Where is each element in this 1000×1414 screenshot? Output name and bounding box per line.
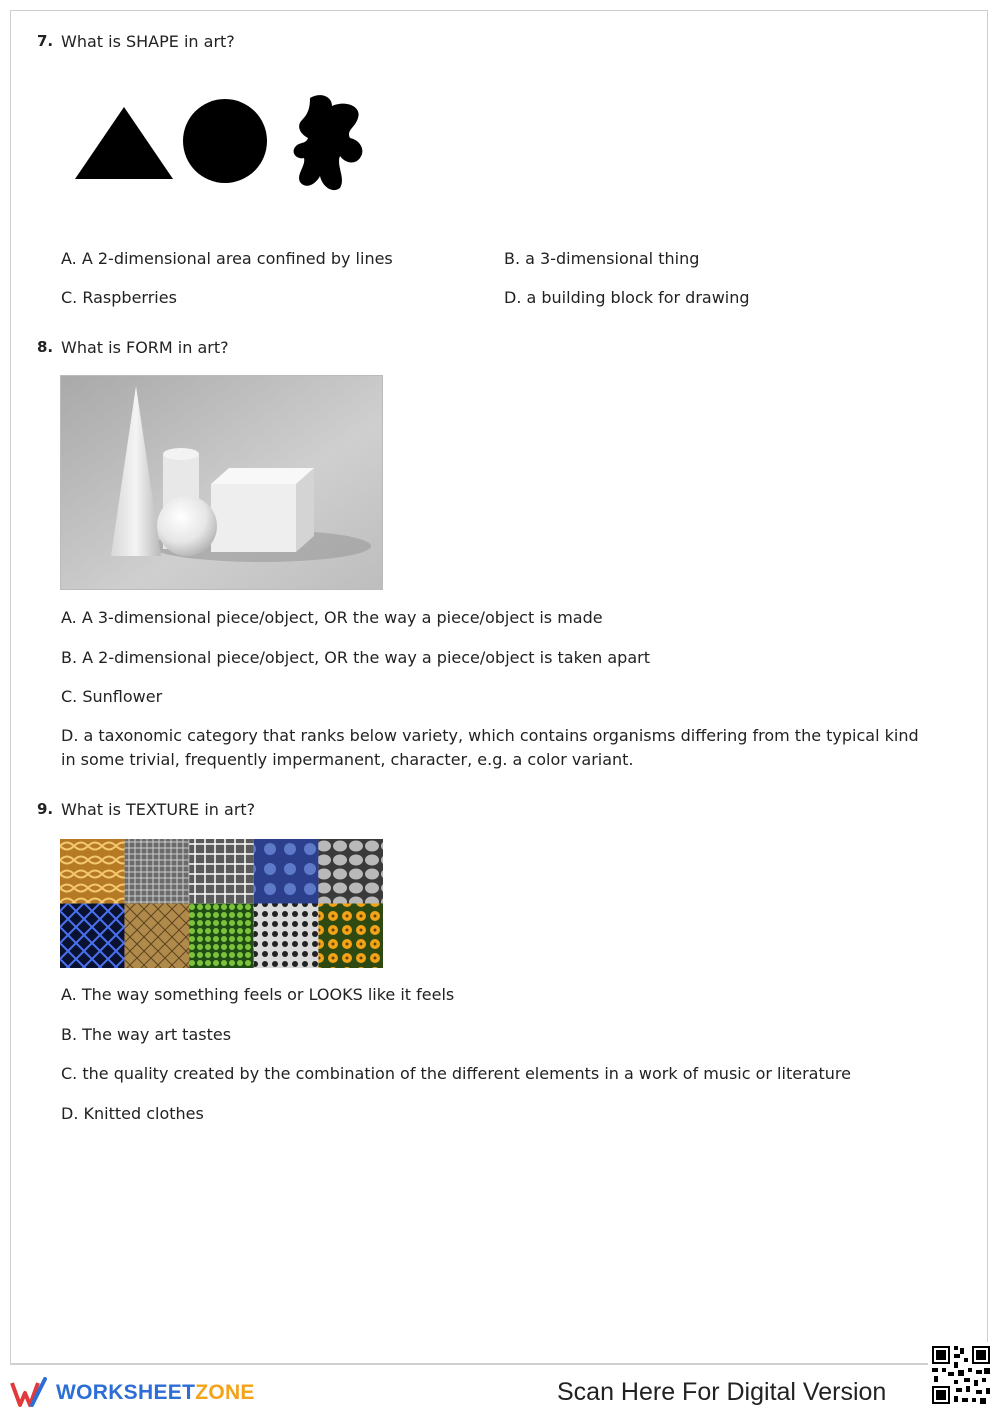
question-8-option-d[interactable]: D. a taxonomic category that ranks below variety, which contains organisms differing from the typical kind in some trivial, frequently impermanent, character, e.g. a color variant.: [61, 726, 919, 769]
qr-code-icon[interactable]: [928, 1342, 994, 1408]
footer-divider: [10, 1364, 988, 1365]
question-7-option-d[interactable]: D. a building block for drawing: [504, 288, 750, 307]
question-8-option-c[interactable]: C. Sunflower: [61, 687, 163, 706]
scan-label: Scan Here For Digital Version: [557, 1378, 887, 1406]
worksheetzone-logo-icon: [10, 1377, 50, 1409]
triangle-shape: [75, 107, 173, 179]
cube-top: [211, 468, 314, 484]
question-7-option-c[interactable]: C. Raspberries: [61, 288, 177, 307]
question-7-option-b[interactable]: B. a 3-dimensional thing: [504, 249, 700, 268]
question-8-number: 8.: [37, 338, 54, 356]
texture-tile: [318, 839, 383, 904]
brand-logo[interactable]: [10, 1376, 255, 1410]
texture-tile: [254, 904, 319, 969]
question-8-text: What is FORM in art?: [61, 338, 229, 357]
question-9-option-a[interactable]: A. The way something feels or LOOKS like it feels: [61, 985, 455, 1004]
texture-tile: [189, 904, 254, 969]
question-7-option-a[interactable]: A. A 2-dimensional area confined by lines: [61, 249, 393, 268]
texture-tile: [189, 839, 254, 904]
organic-shape: [294, 95, 363, 190]
question-8-option-b[interactable]: B. A 2-dimensional piece/object, OR the way a piece/object is taken apart: [61, 648, 650, 667]
question-9-text: What is TEXTURE in art?: [61, 800, 256, 819]
texture-tile: [60, 839, 125, 904]
question-8-option-a[interactable]: A. A 3-dimensional piece/object, OR the way a piece/object is made: [61, 608, 603, 627]
texture-tile: [60, 904, 125, 969]
circle-shape: [183, 99, 267, 183]
shapes-illustration: [70, 90, 370, 200]
question-7-number: 7.: [37, 32, 54, 50]
texture-tile: [125, 839, 190, 904]
brand-name-part2: ZONE: [195, 1381, 255, 1404]
sphere: [157, 496, 217, 556]
question-9-option-c[interactable]: C. the quality created by the combination of the different elements in a work of music or literature: [61, 1064, 851, 1083]
question-9-option-b[interactable]: B. The way art tastes: [61, 1025, 232, 1044]
cube-front: [211, 484, 296, 552]
texture-tile: [318, 904, 383, 969]
brand-name-part1: WORKSHEET: [56, 1381, 196, 1404]
form-photo: [60, 375, 383, 590]
texture-tile: [125, 904, 190, 969]
question-7-text: What is SHAPE in art?: [61, 32, 235, 51]
texture-tile: [254, 839, 319, 904]
question-9-number: 9.: [37, 800, 54, 818]
question-9-option-d[interactable]: D. Knitted clothes: [61, 1104, 204, 1123]
texture-grid: [60, 839, 383, 968]
